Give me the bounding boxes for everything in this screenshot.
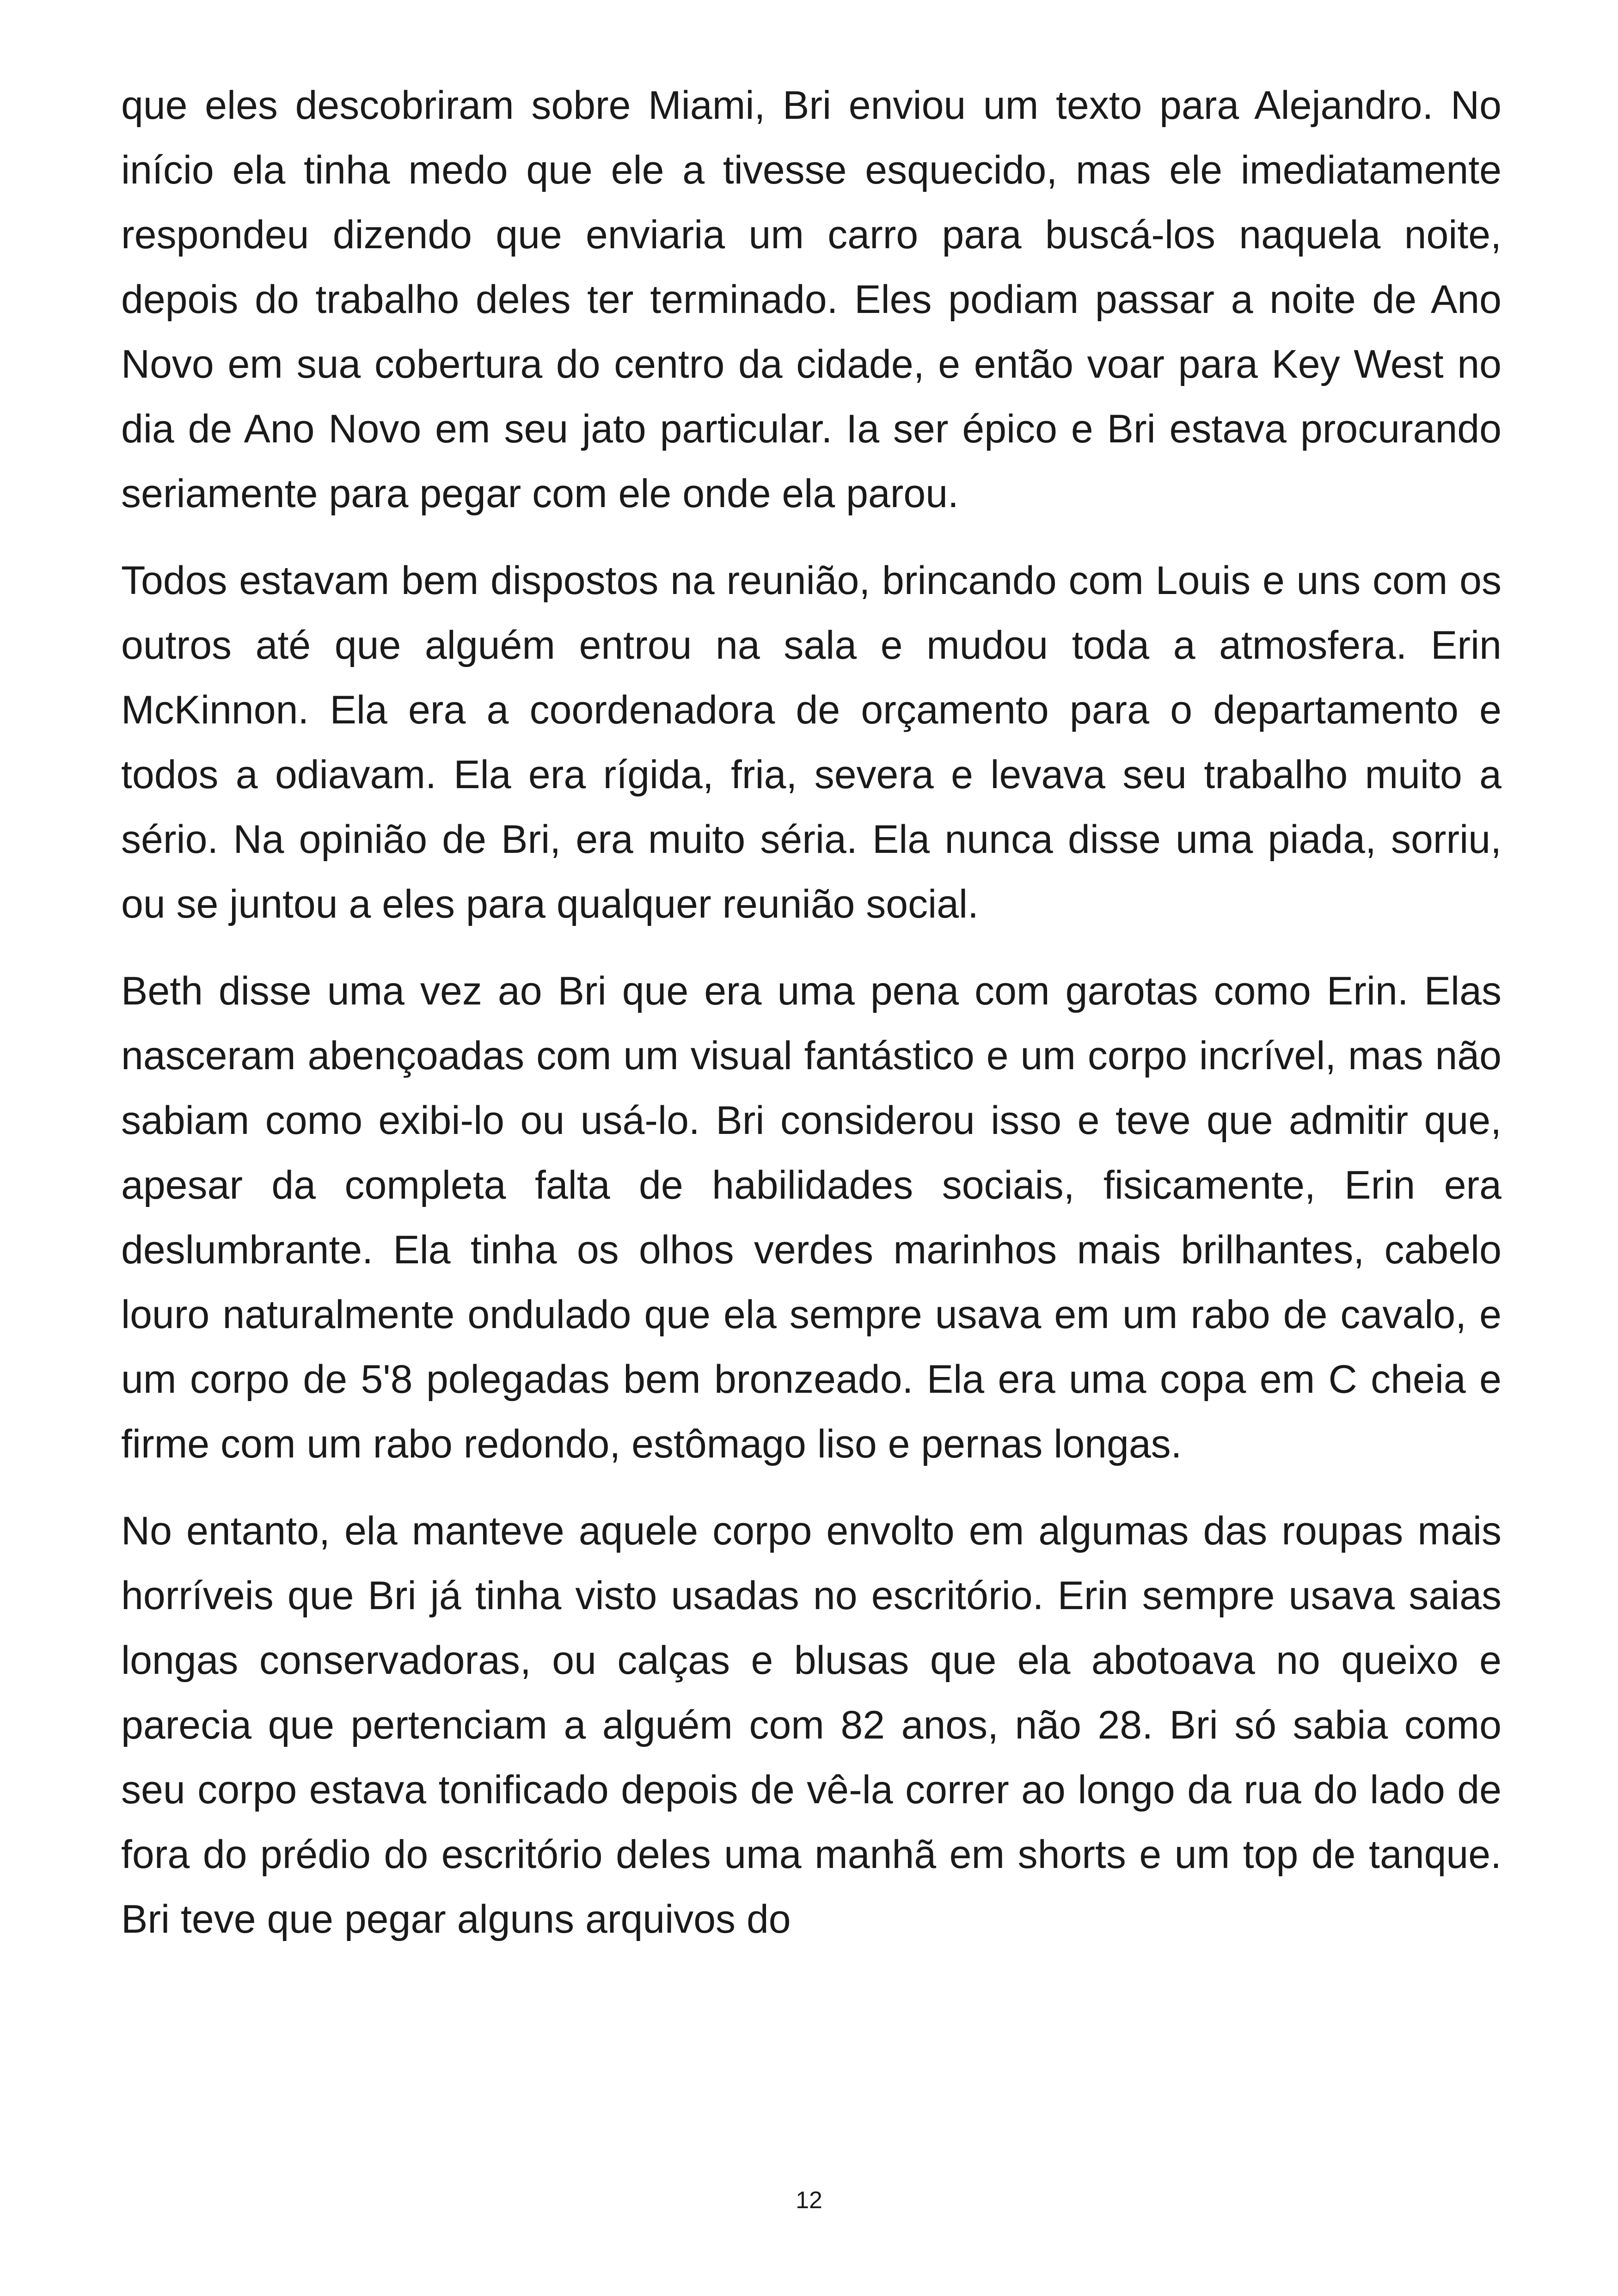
paragraph-4: No entanto, ela manteve aquele corpo envolto em algumas das roupas mais horríveis que Bri já tinha visto usadas no escritório. Erin sempre usava saias longas conservadoras, ou calças e blusas que ela abotoava no queixo e parecia que pertenciam a alguém com 82 anos, não 28. Bri só sabia como seu corpo estava tonificado depois de vê-la correr ao longo da rua do lado de fora do prédio do escritório deles uma manhã em shorts e um top de tanque. Bri teve que pegar alguns arquivos do [121,1509,1502,1941]
body-text [121,73,1502,1974]
paragraph-2: Todos estavam bem dispostos na reunião, brincando com Louis e uns com os outros até que alguém entrou na sala e mudou toda a atmosfera. Erin McKinnon. Ela era a coordenadora de orçamento para o departamento e todos a odiavam. Ela era rígida, fria, severa e levava seu trabalho muito a sério. Na opinião de Bri, era muito séria. Ela nunca disse uma piada, sorriu, ou se juntou a eles para qualquer reunião social. [121,558,1502,926]
paragraph-3: Beth disse uma vez ao Bri que era uma pena com garotas como Erin. Elas nasceram abençoadas com um visual fantástico e um corpo incrível, mas não sabiam como exibi-lo ou usá-lo. Bri considerou isso e teve que admitir que, apesar da completa falta de habilidades sociais, fisicamente, Erin era deslumbrante. Ela tinha os olhos verdes marinhos mais brilhantes, cabelo louro naturalmente ondulado que ela sempre usava em um rabo de cavalo, e um corpo de 5'8 polegadas bem bronzeado. Ela era uma copa em C cheia e firme com um rabo redondo, estômago liso e pernas longas. [121,969,1502,1466]
paragraph-1: que eles descobriram sobre Miami, Bri enviou um texto para Alejandro. No início ela tinha medo que ele a tivesse esquecido, mas ele imediatamente respondeu dizendo que enviaria um carro para buscá-los naquela noite, depois do trabalho deles ter terminado. Eles podiam passar a noite de Ano Novo em sua cobertura do centro da cidade, e então voar para Key West no dia de Ano Novo em seu jato particular. Ia ser épico e Bri estava procurando seriamente para pegar com ele onde ela parou. [121,83,1502,516]
page-number: 12 [796,2187,822,2214]
